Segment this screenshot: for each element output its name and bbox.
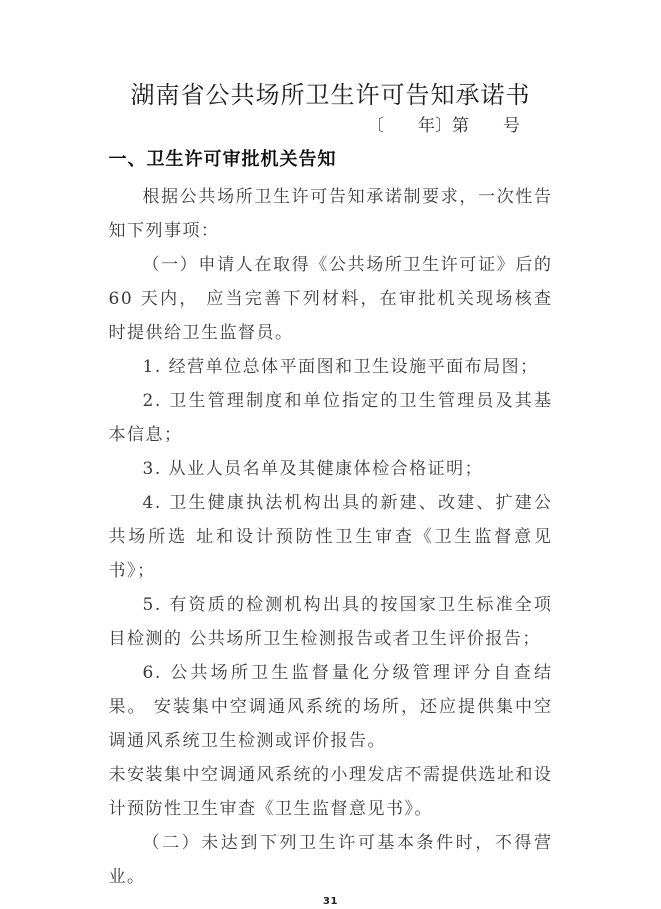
page-number: 31: [109, 895, 553, 909]
paragraph: 4. 卫生健康执法机构出具的新建、改建、扩建公共场所选 址和设计预防性卫生审查《卫生监督意见书》；: [109, 486, 553, 588]
paragraph: 5. 有资质的检测机构出具的按国家卫生标准全项目检测的 公共场所卫生检测报告或者卫生评价报告；: [109, 588, 553, 656]
paragraph: 1. 经营单位总体平面图和卫生设施平面布局图；: [109, 350, 553, 384]
paragraph: 未安装集中空调通风系统的小理发店不需提供选址和设计预防性卫生审查《卫生监督意见书》。: [109, 758, 553, 826]
document-page: [14, 0, 648, 898]
document-body: [109, 180, 553, 894]
paragraph: 6. 公共场所卫生监督量化分级管理评分自查结果。 安装集中空调通风系统的场所，还应提供集中空调通风系统卫生检测或评价报告。: [109, 656, 553, 758]
document-title: 湖南省公共场所卫生许可告知承诺书: [109, 77, 553, 113]
paragraph: 3. 从业人员名单及其健康体检合格证明；: [109, 452, 553, 486]
paragraph: 根据公共场所卫生许可告知承诺制要求，一次性告知下列事项：: [109, 180, 553, 248]
section-heading: 一、卫生许可审批机关告知: [109, 147, 553, 173]
document-number-line: 〔 年〕第 号: [222, 113, 661, 139]
paragraph: （二）未达到下列卫生许可基本条件时，不得营业。: [109, 826, 553, 894]
paragraph: （一）申请人在取得《公共场所卫生许可证》后的 60 天内， 应当完善下列材料，在审批机关现场核查时提供给卫生监督员。: [109, 248, 553, 350]
paragraph: 2. 卫生管理制度和单位指定的卫生管理员及其基本信息；: [109, 384, 553, 452]
